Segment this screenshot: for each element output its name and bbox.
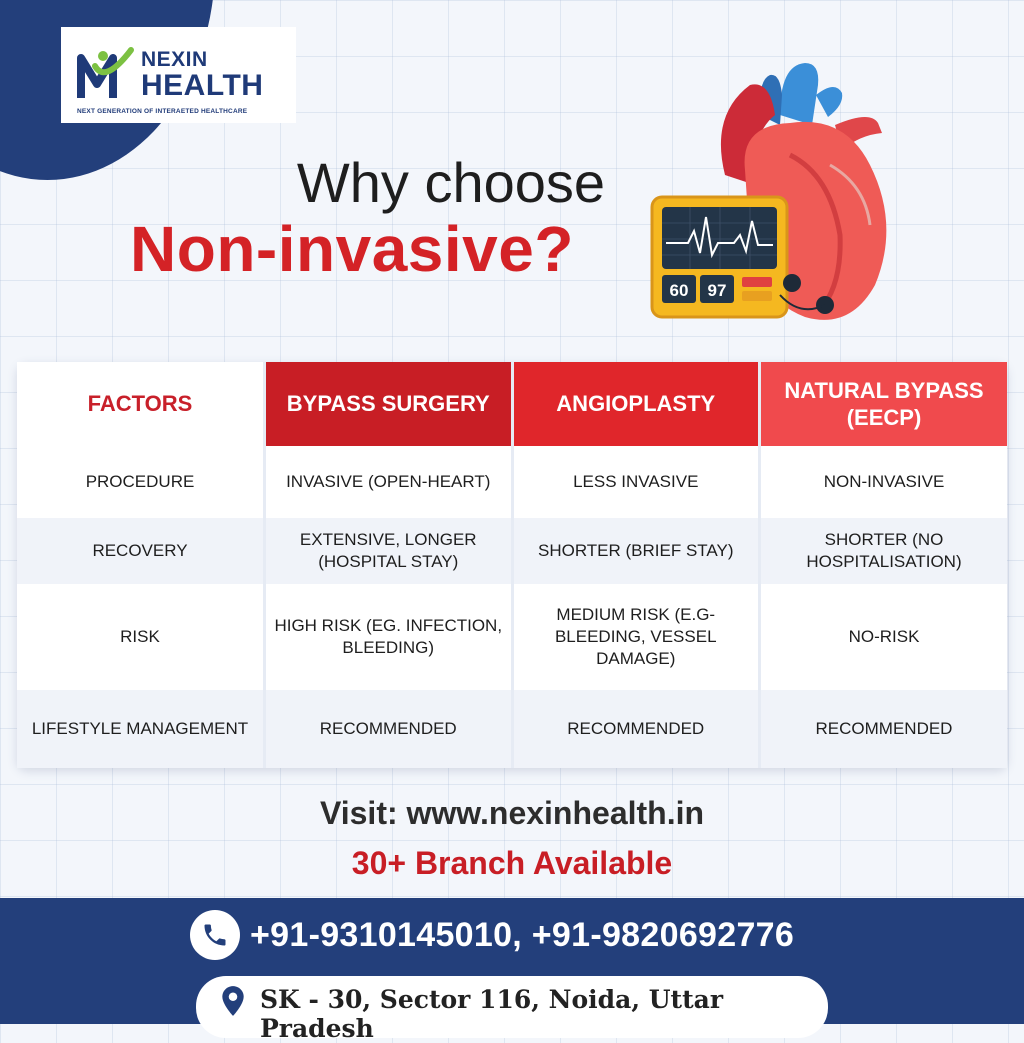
row-bypass-value: EXTENSIVE, LONGER (HOSPITAL STAY)	[265, 518, 513, 584]
table-row	[17, 584, 1007, 690]
table-row	[17, 518, 1007, 584]
phone-icon	[201, 921, 229, 949]
brand-name	[141, 49, 263, 101]
website-link[interactable]: Visit: www.nexinhealth.in	[319, 795, 705, 831]
row-eecp-value: SHORTER (NO HOSPITALISATION)	[760, 518, 1008, 584]
nexin-logo-mark-icon	[75, 44, 137, 106]
row-bypass-value: RECOMMENDED	[265, 690, 513, 768]
row-eecp-value: RECOMMENDED	[760, 690, 1008, 768]
row-angioplasty-value: RECOMMENDED	[512, 690, 760, 768]
headline-line2: Non-invasive?	[130, 213, 574, 285]
row-factor: RECOVERY	[17, 518, 265, 584]
brand-name-line1: NEXIN	[141, 48, 208, 71]
row-factor: LIFESTYLE MANAGEMENT	[17, 690, 265, 768]
address-bar	[196, 976, 828, 1043]
phone-numbers[interactable]: +91-9310145010, +91-9820692776	[250, 915, 795, 954]
row-bypass-value: INVASIVE (OPEN-HEART)	[265, 446, 513, 518]
brand-logo[interactable]	[61, 27, 296, 123]
headline-line1-text: Why choose	[296, 151, 606, 214]
heart-icon	[630, 55, 930, 335]
header-angioplasty: ANGIOPLASTY	[512, 362, 760, 446]
row-factor: PROCEDURE	[17, 446, 265, 518]
header-natural-bypass: NATURAL BYPASS (EECP)	[760, 362, 1008, 446]
comparison-table	[17, 362, 1007, 768]
row-angioplasty-value: MEDIUM RISK (E.G- BLEEDING, VESSEL DAMAGE)	[512, 584, 760, 690]
row-bypass-value: HIGH RISK (EG. INFECTION, BLEEDING)	[265, 584, 513, 690]
row-angioplasty-value: SHORTER (BRIEF STAY)	[512, 518, 760, 584]
table-row	[17, 446, 1007, 518]
brand-tagline: NEXT GENERATION OF INTERAETED HEALTHCARE	[77, 108, 248, 115]
table-header-row	[17, 362, 1007, 446]
row-factor: RISK	[17, 584, 265, 690]
brand-name-line2: HEALTH	[141, 69, 264, 102]
monitor-reading-2: 97	[707, 281, 727, 300]
phone-icon-badge	[190, 910, 240, 960]
location-pin-icon	[220, 985, 246, 1017]
address-text: SK - 30, Sector 116, Noida, Uttar Pradesh	[260, 985, 724, 1043]
branch-count: 30+ Branch Available	[351, 845, 673, 881]
row-angioplasty-value: LESS INVASIVE	[512, 446, 760, 518]
monitor-reading-1: 60	[669, 281, 689, 300]
row-eecp-value: NON-INVASIVE	[760, 446, 1008, 518]
header-bypass-surgery: BYPASS SURGERY	[265, 362, 513, 446]
comparison-table-grid	[17, 362, 1007, 768]
phone-contact[interactable]	[190, 910, 794, 960]
header-factors: FACTORS	[17, 362, 265, 446]
row-eecp-value: NO-RISK	[760, 584, 1008, 690]
table-row	[17, 690, 1007, 768]
